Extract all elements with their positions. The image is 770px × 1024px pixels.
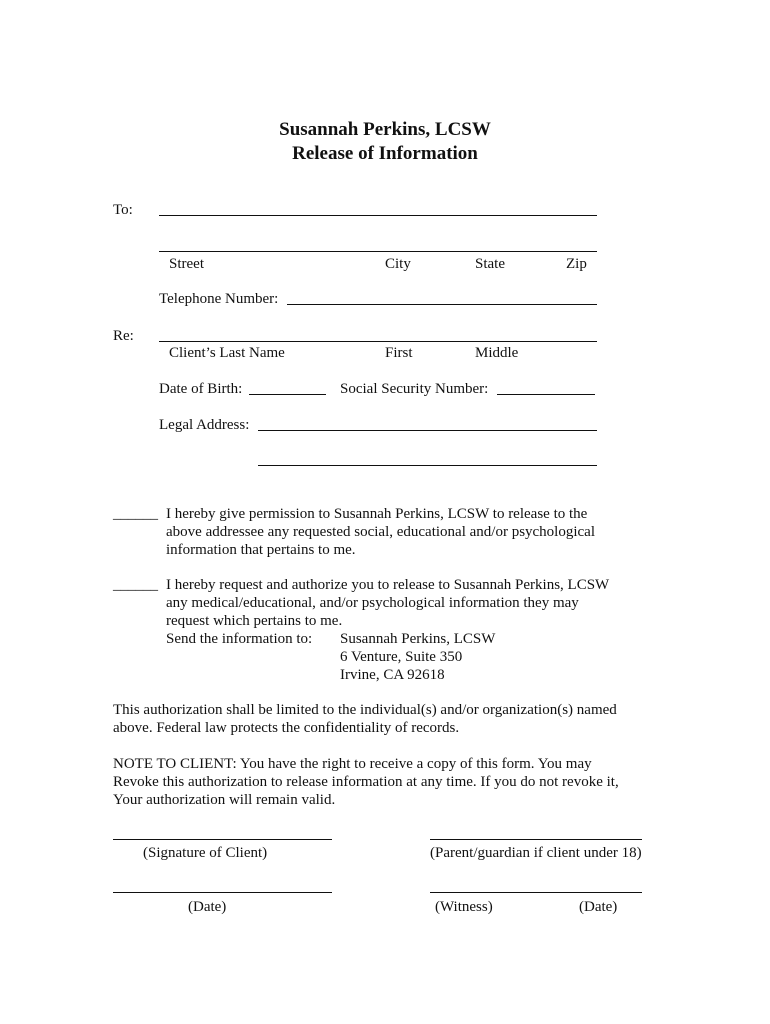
legal-address-label: Legal Address:: [159, 417, 250, 433]
ssn-label: Social Security Number:: [340, 381, 489, 397]
to-address-field[interactable]: [159, 251, 597, 252]
text-line: I hereby request and authorize you to release to Susannah Perkins, LCSW: [166, 577, 610, 593]
witness-label: (Witness): [435, 899, 493, 915]
address-line: 6 Venture, Suite 350: [340, 649, 463, 665]
to-name-field[interactable]: [159, 215, 597, 216]
text-line: Your authorization will remain valid.: [113, 792, 336, 808]
to-label: To:: [113, 202, 133, 218]
authorization-statement: [113, 701, 617, 737]
street-label: Street: [169, 256, 204, 272]
send-to-label: Send the information to:: [166, 631, 313, 647]
text-line: I hereby give permission to Susannah Perkins, LCSW to release to the: [166, 506, 588, 522]
state-label: State: [475, 256, 505, 272]
ssn-field[interactable]: [497, 394, 595, 395]
request-permission-text: [166, 576, 609, 630]
text-line: above. Federal law protects the confidentiality of records.: [113, 720, 460, 736]
telephone-field[interactable]: [287, 304, 597, 305]
release-initial-blank[interactable]: ______: [113, 506, 158, 522]
client-last-name-label: Client’s Last Name: [169, 345, 285, 361]
text-line: Revoke this authorization to release information at any time. If you do not revoke it,: [113, 774, 619, 790]
send-address: [340, 630, 495, 684]
address-line: Susannah Perkins, LCSW: [340, 631, 496, 647]
parent-guardian-label: (Parent/guardian if client under 18): [430, 845, 642, 861]
text-line: above addressee any requested social, educational and/or psychological: [166, 524, 596, 540]
date-line-left[interactable]: [113, 892, 332, 893]
legal-address-field-2[interactable]: [258, 465, 597, 466]
request-initial-blank[interactable]: ______: [113, 577, 158, 593]
first-name-label: First: [385, 345, 413, 361]
parent-signature-line[interactable]: [430, 839, 642, 840]
date-label-right: (Date): [579, 899, 618, 915]
address-line: Irvine, CA 92618: [340, 667, 445, 683]
re-label: Re:: [113, 328, 134, 344]
witness-date-line[interactable]: [430, 892, 642, 893]
form-title: Release of Information: [292, 143, 478, 164]
text-line: NOTE TO CLIENT: You have the right to receive a copy of this form. You may: [113, 756, 592, 772]
dob-label: Date of Birth:: [159, 381, 243, 397]
telephone-label: Telephone Number:: [159, 291, 279, 307]
dob-field[interactable]: [249, 394, 326, 395]
client-name-field[interactable]: [159, 341, 597, 342]
client-signature-line[interactable]: [113, 839, 332, 840]
legal-address-field[interactable]: [258, 430, 597, 431]
release-permission-text: [166, 505, 595, 559]
client-signature-label: (Signature of Client): [143, 845, 268, 861]
text-line: information that pertains to me.: [166, 542, 356, 558]
text-line: This authorization shall be limited to the individual(s) and/or organization(s) named: [113, 702, 617, 718]
zip-label: Zip: [566, 256, 587, 272]
text-line: any medical/educational, and/or psychological information they may: [166, 595, 579, 611]
note-to-client: [113, 755, 619, 809]
date-label-left: (Date): [188, 899, 227, 915]
city-label: City: [385, 256, 411, 272]
middle-name-label: Middle: [475, 345, 519, 361]
practitioner-name: Susannah Perkins, LCSW: [279, 119, 491, 140]
text-line: request which pertains to me.: [166, 613, 343, 629]
